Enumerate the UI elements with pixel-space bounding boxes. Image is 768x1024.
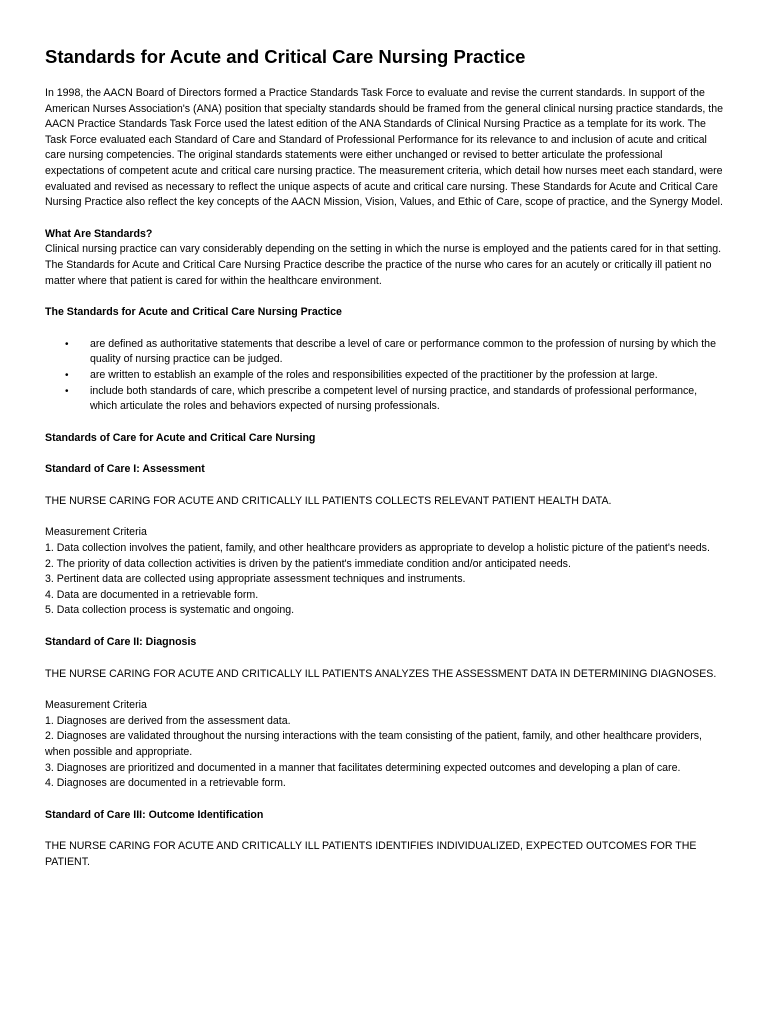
bullet-glyph: • <box>65 385 69 397</box>
list-item-text: include both standards of care, which prescribe a competent level of nursing practice, and standards of professional performance, which articulate the roles and behaviors expected of nursing professionals. <box>90 384 698 413</box>
bullet-glyph: • <box>65 369 69 381</box>
standard-3-statement: THE NURSE CARING FOR ACUTE AND CRITICALLY ILL PATIENTS IDENTIFIES INDIVIDUALIZED, EXPECTED OUTCOMES FOR THE PATIENT. <box>45 840 697 868</box>
list-item <box>45 384 724 415</box>
criteria-item: 2. Diagnoses are validated throughout the nursing interactions with the team consisting of the patient, family, and other healthcare providers, when possible and appropriate. <box>45 730 702 758</box>
standard-2-criteria <box>45 698 724 792</box>
intro-paragraph: In 1998, the AACN Board of Directors formed a Practice Standards Task Force to evaluate and revise the current standards. In support of the American Nurses Association's (ANA) position that specialty standards should be framed from the general clinical nursing practice standards, the AACN Practice Standards Task Force used the latest edition of the ANA Standards of Clinical Nursing Practice as a template for its work. The Task Force evaluated each Standard of Care and Standard of Professional Performance for its relevance to and inclusion of acute and critical care nursing competencies. The original standards statements were either unchanged or revised to better articulate the professional expectations of competent acute and critical care nursing practice. The measurement criteria, which detail how nurses meet each standard, were evaluated and revised as necessary to reflect the unique aspects of acute and critical care nursing. These Standards for Acute and Critical Care Nursing Practice also reflect the key concepts of the AACN Mission, Vision, Values, and Ethic of Care, scope of practice, and the Synergy Model. <box>45 87 723 209</box>
criteria-item: 4. Diagnoses are documented in a retrievable form. <box>45 777 286 790</box>
bullet-glyph: • <box>65 338 69 350</box>
criteria-item: 2. The priority of data collection activities is driven by the patient's immediate condition and/or anticipated needs. <box>45 557 571 570</box>
list-item-text: are defined as authoritative statements that describe a level of care or performance common to the profession of nursing by which the quality of nursing practice can be judged. <box>90 337 716 366</box>
standard-1-statement: THE NURSE CARING FOR ACUTE AND CRITICALLY ILL PATIENTS COLLECTS RELEVANT PATIENT HEALTH DATA. <box>45 494 612 507</box>
standard-3-heading: Standard of Care III: Outcome Identification <box>45 808 264 821</box>
what-are-standards-heading: What Are Standards? <box>45 227 153 240</box>
standard-1-criteria <box>45 525 724 619</box>
criteria-item: 5. Data collection process is systematic and ongoing. <box>45 604 295 617</box>
list-item-text: are written to establish an example of the roles and responsibilities expected of the practitioner by the profession at large. <box>90 368 658 381</box>
list-item <box>45 337 724 368</box>
criteria-item: 3. Diagnoses are prioritized and documented in a manner that facilitates determining expected outcomes and developing a plan of care. <box>45 761 681 774</box>
standard-2-heading: Standard of Care II: Diagnosis <box>45 636 197 649</box>
list-item <box>45 368 724 384</box>
criteria-item: 3. Pertinent data are collected using appropriate assessment techniques and instruments. <box>45 573 466 586</box>
criteria-item: 4. Data are documented in a retrievable form. <box>45 588 259 601</box>
criteria-label: Measurement Criteria <box>45 699 147 712</box>
criteria-item: 1. Diagnoses are derived from the assessment data. <box>45 714 291 727</box>
standards-bullet-list <box>45 337 724 415</box>
standards-of-care-heading: Standards of Care for Acute and Critical Care Nursing <box>45 431 316 444</box>
standard-1-heading: Standard of Care I: Assessment <box>45 463 205 476</box>
criteria-label: Measurement Criteria <box>45 526 147 539</box>
criteria-item: 1. Data collection involves the patient, family, and other healthcare providers as appropriate to develop a holistic picture of the patient's needs. <box>45 542 710 555</box>
page-title: Standards for Acute and Critical Care Nursing Practice <box>45 46 526 67</box>
standard-2-statement: THE NURSE CARING FOR ACUTE AND CRITICALLY ILL PATIENTS ANALYZES THE ASSESSMENT DATA IN DETERMINING DIAGNOSES. <box>45 667 717 680</box>
standards-section-heading: The Standards for Acute and Critical Care Nursing Practice <box>45 306 342 319</box>
what-are-standards-text: Clinical nursing practice can vary considerably depending on the setting in which the nurse is employed and the patients cared for in that setting. The Standards for Acute and Critical Care Nursing Practice describe the practice of the nurse who cares for an acutely or critically ill patient no matter where that patient is cared for within the healthcare environment. <box>45 243 722 287</box>
